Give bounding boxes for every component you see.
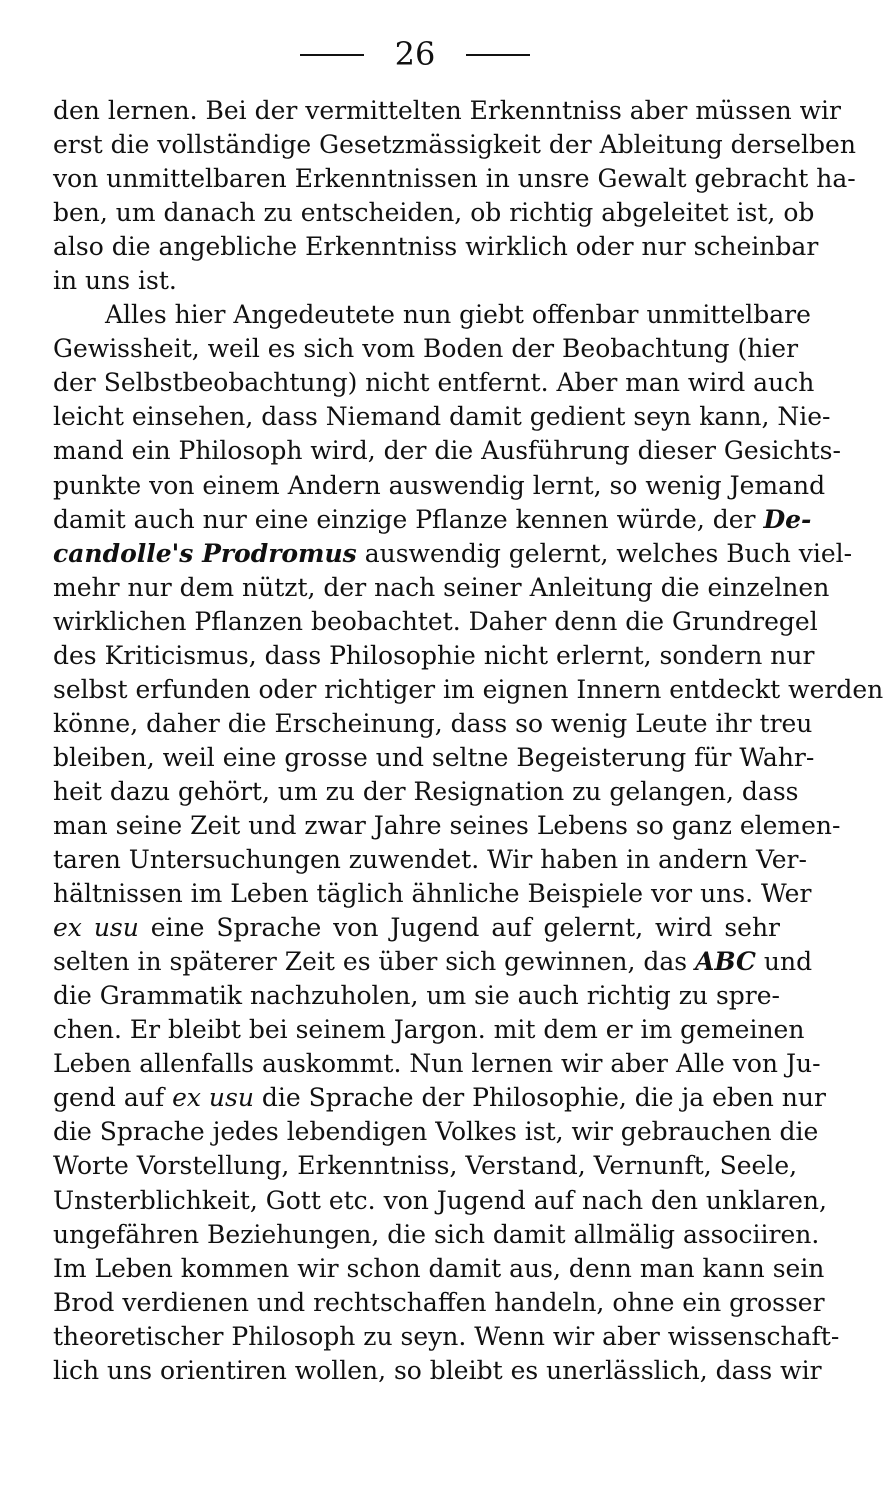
text-segment: ex usu <box>172 1083 254 1113</box>
text-segment: die Sprache jedes lebendigen Volkes ist, wir gebrauchen die <box>53 1117 819 1147</box>
text-line <box>53 537 853 571</box>
text-segment: in uns ist. <box>53 266 177 296</box>
text-segment: lich uns orientiren wollen, so bleibt es unerlässlich, dass wir <box>53 1355 822 1385</box>
text-segment: könne, daher die Erscheinung, dass so wenig Leute ihr treu <box>53 708 813 738</box>
text-segment: Alles hier Angedeutete nun giebt offenbar unmittelbare <box>105 300 811 330</box>
text-segment: hältnissen im Leben täglich ähnliche Beispiele vor uns. Wer <box>53 879 812 909</box>
text-line <box>53 264 780 298</box>
text-line <box>53 1286 825 1320</box>
text-line <box>53 469 826 503</box>
text-line <box>53 741 815 775</box>
text-segment: Worte Vorstellung, Erkenntniss, Verstand, Vernunft, Seele, <box>53 1151 798 1181</box>
text-segment: gend auf <box>53 1083 173 1113</box>
text-segment: heit dazu gehört, um zu der Resignation zu gelangen, dass <box>53 776 799 806</box>
text-line <box>53 503 812 537</box>
text-segment: den lernen. Bei der vermittelten Erkenntniss aber müssen wir <box>53 96 841 125</box>
text-line <box>53 1252 825 1286</box>
text-line <box>53 571 830 605</box>
text-segment: also die angebliche Erkenntniss wirklich oder nur scheinbar <box>53 232 819 262</box>
text-segment: taren Untersuchungen zuwendet. Wir haben in andern Ver- <box>53 845 807 875</box>
text-segment: der Selbstbeobachtung) nicht entfernt. Aber man wird auch <box>53 368 815 398</box>
text-line <box>53 1184 827 1218</box>
body-text <box>53 94 883 1388</box>
text-line <box>53 1013 805 1047</box>
text-line <box>53 162 856 196</box>
text-segment: damit auch nur eine einzige Pflanze kennen würde, der <box>53 504 764 534</box>
text-line <box>53 1149 798 1183</box>
text-line <box>53 128 856 162</box>
text-segment: De- <box>763 504 812 534</box>
text-segment: mand ein Philosoph wird, der die Ausführung dieser Gesichts- <box>53 436 841 466</box>
text-line <box>53 775 799 809</box>
text-line <box>53 979 780 1013</box>
text-line <box>53 400 831 434</box>
text-line <box>53 1218 820 1252</box>
text-segment: ABC <box>695 947 756 977</box>
text-segment: chen. Er bleibt bei seinem Jargon. mit dem er im gemeinen <box>53 1015 805 1045</box>
text-line <box>53 707 813 741</box>
text-line <box>53 1047 821 1081</box>
text-line <box>53 1320 840 1354</box>
text-segment: Unsterblichkeit, Gott etc. von Jugend auf nach den unklaren, <box>53 1185 827 1215</box>
text-segment: mehr nur dem nützt, der nach seiner Anleitung die einzelnen <box>53 572 830 602</box>
text-segment: selbst erfunden oder richtiger im eignen Innern entdeckt werden <box>53 674 883 704</box>
text-segment: erst die vollständige Gesetzmässigkeit der Ableitung derselben <box>53 130 856 160</box>
text-segment: Leben allenfalls auskommt. Nun lernen wir aber Alle von Ju- <box>53 1049 821 1079</box>
text-line <box>53 94 841 128</box>
text-line <box>53 1115 819 1149</box>
text-segment: des Kriticismus, dass Philosophie nicht erlernt, sondern nur <box>53 640 815 670</box>
text-segment: punkte von einem Andern auswendig lernt, so wenig Jemand <box>53 470 826 500</box>
text-segment: wirklichen Pflanzen beobachtet. Daher denn die Grundregel <box>53 606 818 636</box>
text-line <box>53 196 815 230</box>
text-segment: die Grammatik nachzuholen, um sie auch richtig zu spre- <box>53 981 781 1011</box>
text-line <box>53 673 883 707</box>
text-line <box>53 230 819 264</box>
text-segment: Im Leben kommen wir schon damit aus, denn man kann sein <box>53 1253 825 1283</box>
text-line <box>53 911 780 945</box>
page-number: 26 <box>394 35 436 73</box>
text-segment: man seine Zeit und zwar Jahre seines Lebens so ganz elemen- <box>53 810 841 840</box>
header-rule-left <box>300 54 364 56</box>
text-line <box>53 843 807 877</box>
text-segment: Gewissheit, weil es sich vom Boden der Beobachtung (hier <box>53 334 799 364</box>
text-line <box>53 809 841 843</box>
text-segment: die Sprache der Philosophie, die ja eben nur <box>253 1083 826 1113</box>
text-segment: und <box>755 947 813 977</box>
header-rule-right <box>466 54 530 56</box>
text-line <box>53 945 813 979</box>
page-header <box>0 34 830 74</box>
text-line <box>53 366 815 400</box>
text-segment: eine Sprache von Jugend auf gelernt, wird sehr <box>138 913 780 943</box>
text-line <box>53 639 815 673</box>
text-segment: von unmittelbaren Erkenntnissen in unsre Gewalt gebracht ha- <box>53 164 856 194</box>
text-segment: bleiben, weil eine grosse und seltne Begeisterung für Wahr- <box>53 742 815 772</box>
text-line <box>53 1081 826 1115</box>
text-line <box>53 434 841 468</box>
text-line <box>53 332 799 366</box>
text-segment: theoretischer Philosoph zu seyn. Wenn wir aber wissenschaft- <box>53 1321 840 1351</box>
text-segment: selten in späterer Zeit es über sich gewinnen, das <box>53 947 696 977</box>
text-segment: candolle's Prodromus <box>53 538 357 568</box>
text-segment: leicht einsehen, dass Niemand damit gedient seyn kann, Nie- <box>53 402 831 432</box>
text-segment: ungefähren Beziehungen, die sich damit allmälig associiren. <box>53 1219 820 1249</box>
text-line <box>53 298 811 332</box>
text-line <box>53 605 818 639</box>
text-segment: ben, um danach zu entscheiden, ob richtig abgeleitet ist, ob <box>53 198 815 228</box>
text-segment: Brod verdienen und rechtschaffen handeln, ohne ein grosser <box>53 1287 825 1317</box>
text-segment: ex usu <box>53 913 139 943</box>
text-segment: auswendig gelernt, welches Buch viel- <box>356 538 853 568</box>
text-line <box>53 1354 822 1388</box>
text-line <box>53 877 812 911</box>
